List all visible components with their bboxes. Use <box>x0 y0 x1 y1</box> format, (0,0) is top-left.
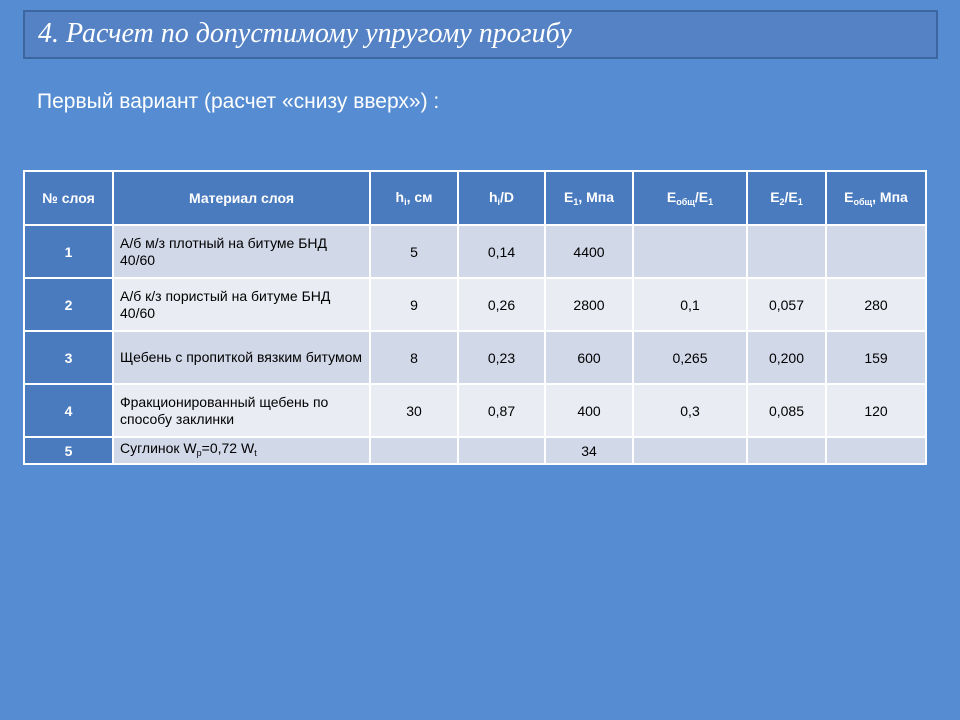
row-e2-e1: 0,057 <box>747 278 826 331</box>
table-header-row <box>24 171 926 225</box>
row-eob-e1 <box>633 225 747 278</box>
row-eob-e1 <box>633 437 747 464</box>
row-eob: 280 <box>826 278 926 331</box>
row-eob-e1: 0,3 <box>633 384 747 437</box>
header-layer-number: № слоя <box>24 171 113 225</box>
row-material: Суглинок $W_р=0,72$ $W_t$ <box>113 437 370 464</box>
row-eob: 159 <box>826 331 926 384</box>
row-material: Фракционированный щебень по способу заклинки <box>113 384 370 437</box>
table-row <box>24 225 926 278</box>
header-thickness: $h_i$, см <box>370 171 458 225</box>
row-material: А/б м/з плотный на битуме БНД 40/60 <box>113 225 370 278</box>
row-thickness <box>370 437 458 464</box>
row-number: 2 <box>24 278 113 331</box>
row-e1: 34 <box>545 437 633 464</box>
row-thickness: 30 <box>370 384 458 437</box>
row-material: Щебень с пропиткой вязким битумом <box>113 331 370 384</box>
row-e1: 2800 <box>545 278 633 331</box>
row-number: 3 <box>24 331 113 384</box>
table-row <box>24 331 926 384</box>
header-material: Материал слоя <box>113 171 370 225</box>
row-number: 5 <box>24 437 113 464</box>
row-thickness: 8 <box>370 331 458 384</box>
row-eob-e1: 0,1 <box>633 278 747 331</box>
row-eob-e1: 0,265 <box>633 331 747 384</box>
row-material: А/б к/з пористый на битуме БНД 40/60 <box>113 278 370 331</box>
header-thickness-ratio: $h_i/D$ <box>458 171 545 225</box>
row-e1: 600 <box>545 331 633 384</box>
row-thickness: 9 <box>370 278 458 331</box>
table-row <box>24 384 926 437</box>
row-eob <box>826 437 926 464</box>
header-e2-e1: $E_2/E_1$ <box>747 171 826 225</box>
row-eob: 120 <box>826 384 926 437</box>
row-e2-e1 <box>747 225 826 278</box>
row-e2-e1: 0,200 <box>747 331 826 384</box>
row-thickness-ratio <box>458 437 545 464</box>
header-eob-e1: $E_{общ}/E_1$ <box>633 171 747 225</box>
row-number: 1 <box>24 225 113 278</box>
row-thickness-ratio: 0,87 <box>458 384 545 437</box>
header-eob: $E_{общ}$, Мпа <box>826 171 926 225</box>
row-thickness-ratio: 0,23 <box>458 331 545 384</box>
row-number: 4 <box>24 384 113 437</box>
row-e1: 400 <box>545 384 633 437</box>
row-thickness: 5 <box>370 225 458 278</box>
table-row <box>24 278 926 331</box>
slide-subtitle: Первый вариант (расчет «снизу вверх») : <box>37 90 440 113</box>
table-row <box>24 437 926 464</box>
row-thickness-ratio: 0,14 <box>458 225 545 278</box>
slide-title: 4. Расчет по допустимому упругому прогибу <box>38 18 572 49</box>
row-eob <box>826 225 926 278</box>
layers-table <box>23 170 927 465</box>
header-e1: $E_1$, Мпа <box>545 171 633 225</box>
row-e1: 4400 <box>545 225 633 278</box>
row-e2-e1 <box>747 437 826 464</box>
row-e2-e1: 0,085 <box>747 384 826 437</box>
slide-title-bar <box>23 10 938 59</box>
row-thickness-ratio: 0,26 <box>458 278 545 331</box>
